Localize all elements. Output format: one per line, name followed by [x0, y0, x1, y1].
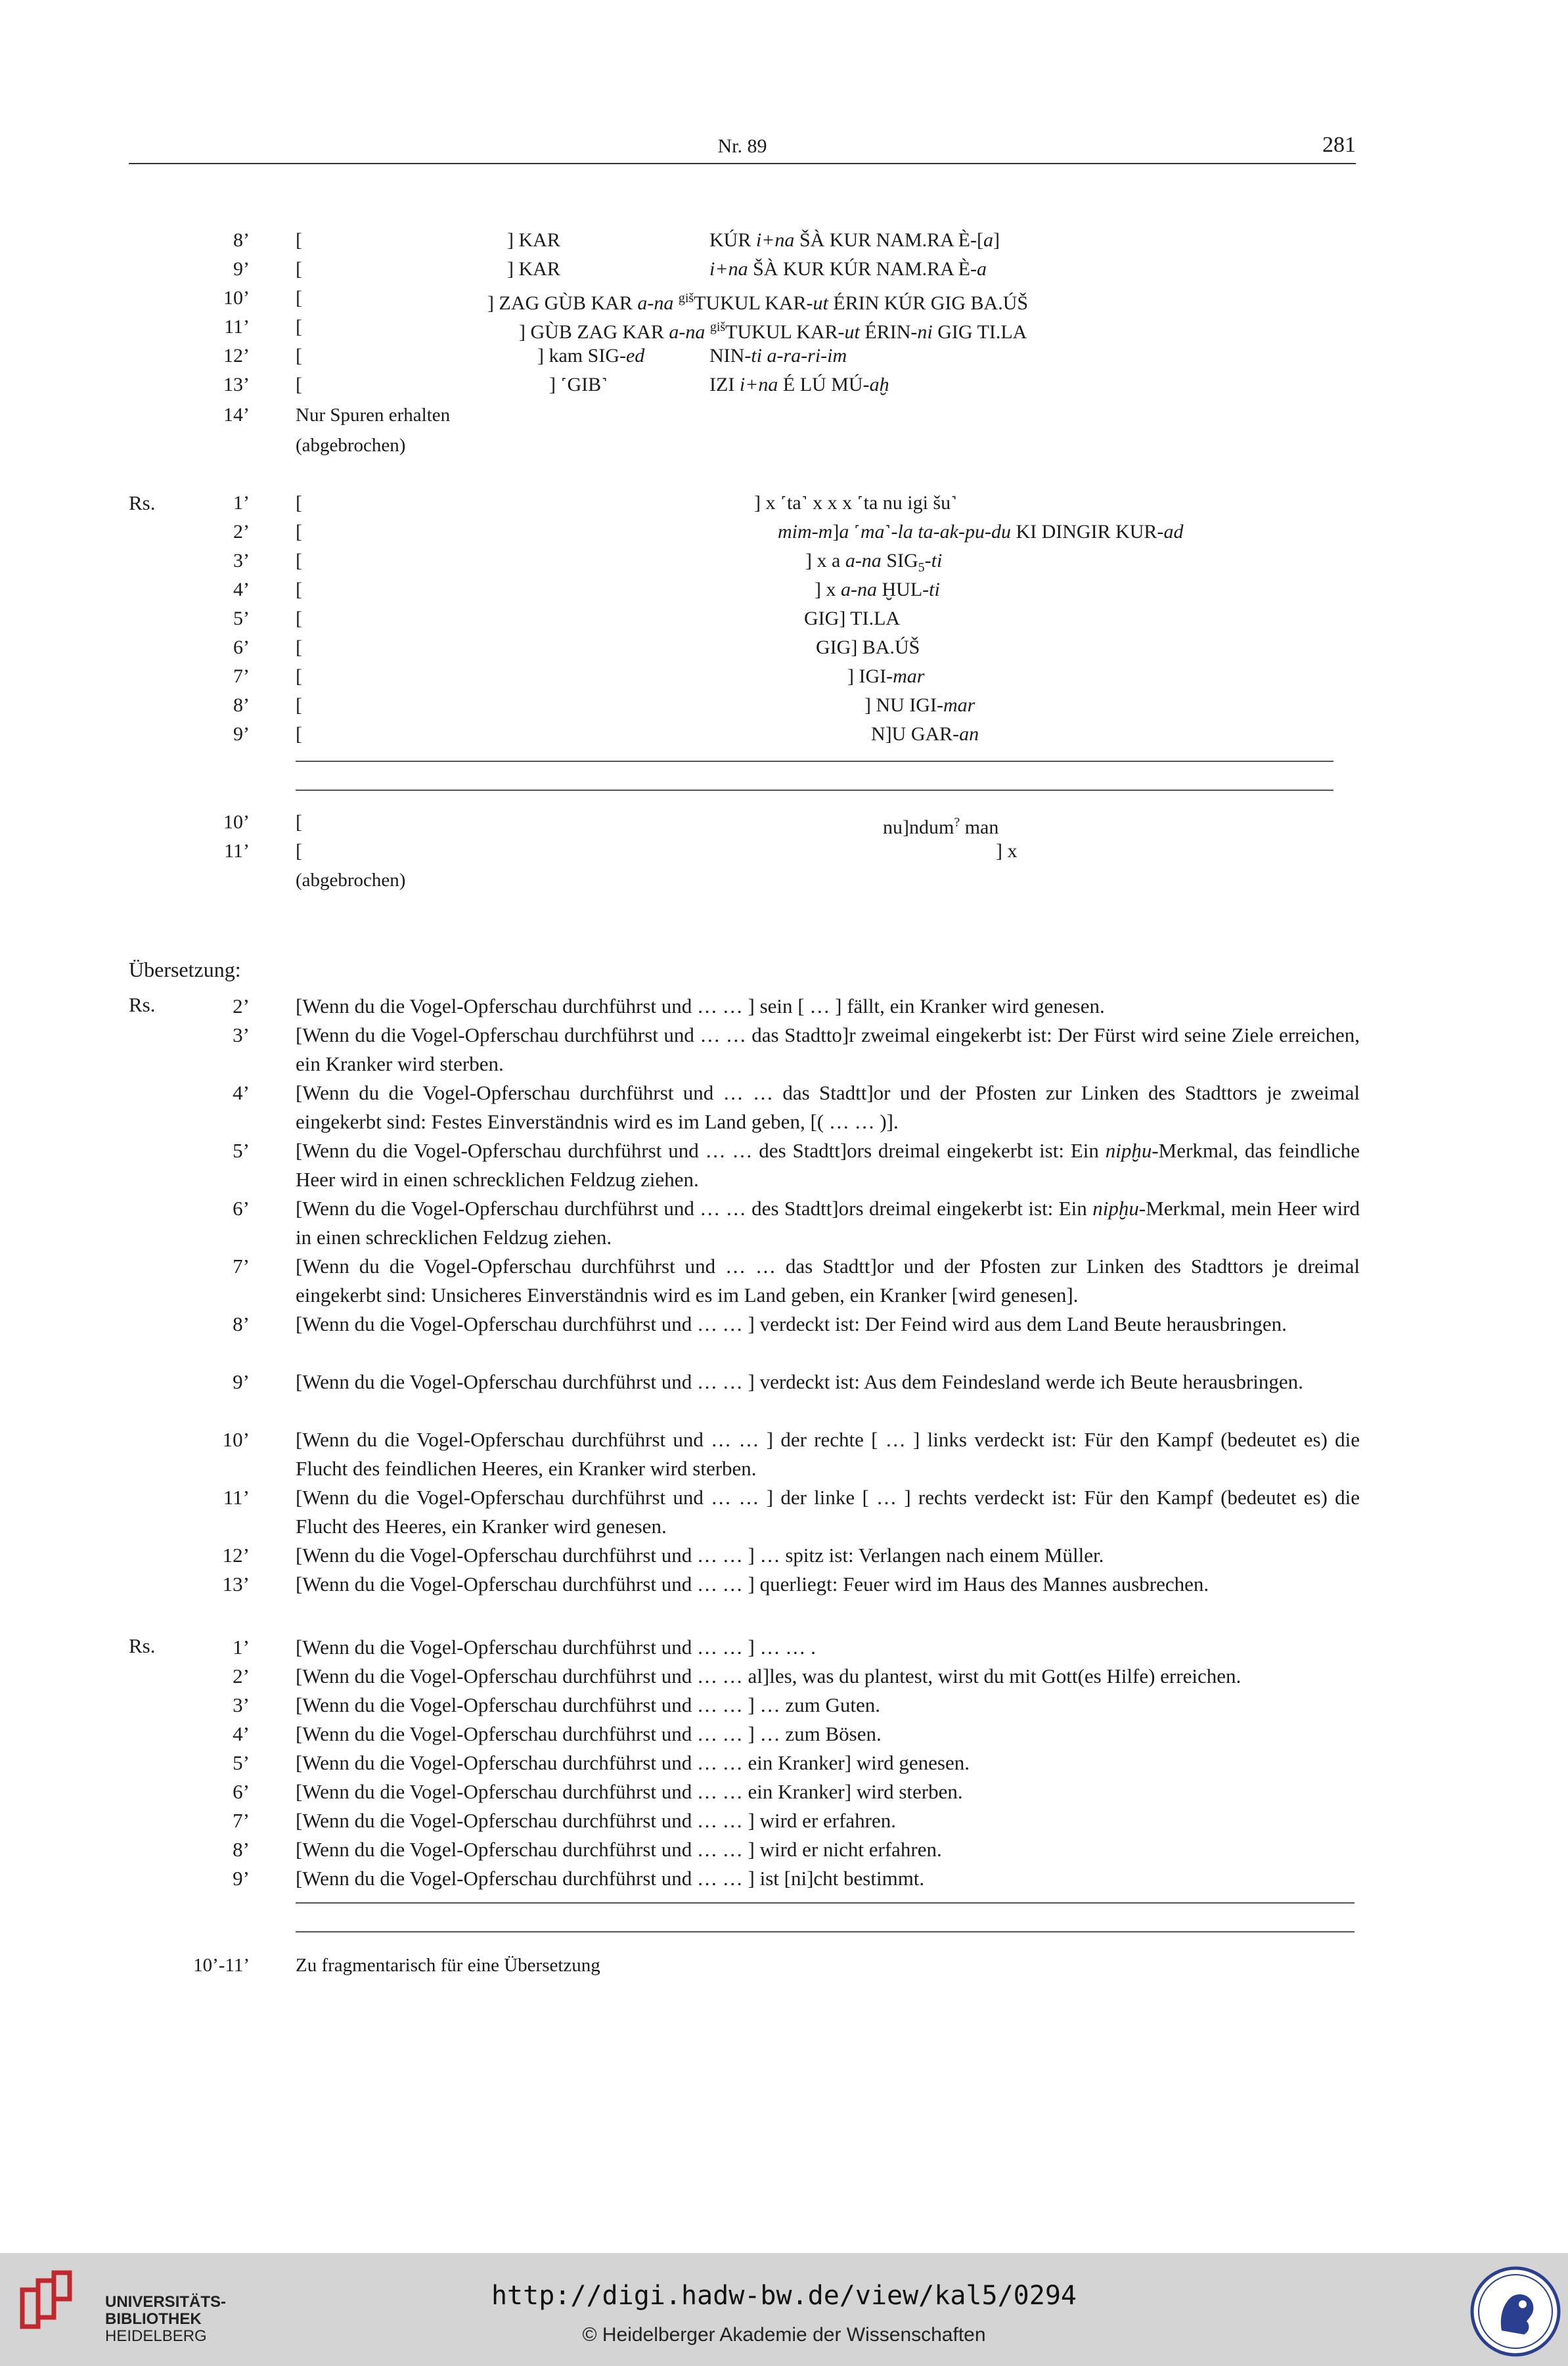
translation-text: [Wenn du die Vogel-Opferschau durchführst und … … ] der linke [ … ] rechts verdeckt ist: Für den Kampf (bedeutet es) die Flucht des Heeres, ein Kranker wird genesen.	[296, 1486, 1360, 1538]
spuren-note: Nur Spuren erhalten	[296, 405, 451, 426]
header-title: Nr. 89	[717, 135, 767, 157]
broken-note: (abgebrochen)	[296, 435, 406, 456]
bracket: [	[296, 316, 302, 338]
translit-col-b: ] ˹GIB˺	[549, 374, 608, 395]
line-number: 9’	[233, 258, 250, 280]
translation-line-number: 3’	[233, 1693, 250, 1716]
translit-col-b: ] KAR	[507, 258, 560, 280]
footer-bar	[0, 2253, 1568, 2366]
line-number: 2’	[233, 521, 250, 543]
bracket: [	[296, 723, 302, 745]
line-number: 8’	[233, 229, 250, 251]
translation-text: [Wenn du die Vogel-Opferschau durchführst und … … ] … … .	[296, 1636, 816, 1659]
bracket: [	[296, 579, 302, 600]
translation-heading: Übersetzung:	[129, 958, 241, 981]
translation-line-number: 8’	[233, 1838, 250, 1861]
translation-line-number: 4’	[233, 1722, 250, 1745]
document-url-link[interactable]: http://digi.hadw-bw.de/view/kal5/0294	[491, 2281, 1077, 2311]
translit-text: GIG] TI.LA	[804, 608, 901, 629]
line-number: 1’	[233, 492, 250, 514]
translit-col-c: i+na ŠÀ KUR KÚR NAM.RA È-a	[709, 258, 987, 280]
translation-line-number: 5’	[233, 1751, 250, 1774]
translit-text: ] x a a-na $SIG_5-ti$	[805, 550, 943, 575]
translation-text: [Wenn du die Vogel-Opferschau durchführst und … … des Stadtt]ors dreimal eingekerbt ist: Ein nipḫu-Merkmal, das feindliche Heer wird in einen schrecklichen Feldzug ziehen.	[296, 1139, 1360, 1191]
translation-text: [Wenn du die Vogel-Opferschau durchführst und … … ] verdeckt ist: Der Feind wird aus dem Land Beute herausbringen.	[296, 1312, 1287, 1335]
translation-text: [Wenn du die Vogel-Opferschau durchführst und … … ] wird er erfahren.	[296, 1809, 897, 1832]
translit-text: ] x	[996, 840, 1018, 862]
section-label: Rs.	[129, 1634, 156, 1657]
translit-text: ] x ˹ta˺ x x x ˹ta nu igi šu˺	[754, 492, 958, 514]
translation-line-number: 6’	[233, 1780, 250, 1803]
translation-line-number: 7’	[233, 1809, 250, 1832]
translation-line-number: 1’	[233, 1636, 250, 1659]
academy-seal-icon	[1469, 2265, 1562, 2358]
translit-col-c: IZI i+na É LÚ MÚ-aḫ	[709, 374, 889, 395]
bracket: [	[296, 258, 302, 280]
line-number: 8’	[233, 694, 250, 716]
line-number: 6’	[233, 636, 250, 658]
bracket: [	[296, 374, 302, 395]
page-number: 281	[1322, 133, 1356, 157]
translation-line-number: 4’	[233, 1081, 250, 1104]
translation-line-number: 2’	[233, 994, 250, 1017]
running-header	[129, 131, 1356, 164]
translation-line-number: 6’	[233, 1197, 250, 1220]
section-label: Rs.	[129, 993, 156, 1016]
line-number: 3’	[233, 550, 250, 571]
translit-text: ] IGI-mar	[847, 665, 925, 687]
bracket: [	[296, 550, 302, 571]
library-name-line: BIBLIOTHEK	[105, 2310, 202, 2328]
line-number: 13’	[223, 374, 250, 395]
translit-text: ] NU IGI-mar	[864, 694, 975, 716]
translation-text: [Wenn du die Vogel-Opferschau durchführst und … … das Stadtt]or und der Pfosten zur Linken des Stadttors je zweimal eingekerbt sind: Festes Einverständnis wird es im Land geben, [( … … )].	[296, 1081, 1360, 1133]
divider-line	[296, 1902, 1355, 1904]
reverse-label: Rs.	[129, 491, 156, 514]
divider-line	[296, 761, 1333, 762]
translation-text: [Wenn du die Vogel-Opferschau durchführst und … … ] sein [ … ] fällt, ein Kranker wird genesen.	[296, 994, 1105, 1017]
line-number: 10’	[223, 811, 250, 833]
translit-text: GIG] BA.ÚŠ	[816, 636, 920, 658]
translation-line-number: 3’	[233, 1023, 250, 1046]
library-name-line: HEIDELBERG	[105, 2327, 207, 2345]
bracket: [	[296, 840, 302, 862]
bracket: [	[296, 287, 302, 309]
translit-text: ] x a-na ḪUL-ti	[815, 579, 940, 600]
bracket: [	[296, 521, 302, 543]
bracket: [	[296, 811, 302, 833]
translation-text: [Wenn du die Vogel-Opferschau durchführst und … … ] ist [ni]cht bestimmt.	[296, 1867, 925, 1890]
translation-line-number: 11’	[223, 1486, 250, 1509]
translit-col-b: ] GÙB ZAG KAR a-na $^{giš}$TUKUL KAR-ut ÉRIN-ni GIG TI.LA	[519, 320, 1027, 343]
divider-line	[296, 790, 1333, 791]
translit-text: N]U GAR-an	[871, 723, 979, 745]
bracket: [	[296, 665, 302, 687]
divider-line	[296, 1931, 1355, 1932]
line-number: 9’	[233, 723, 250, 745]
translation-text: [Wenn du die Vogel-Opferschau durchführst und … … ] … zum Guten.	[296, 1693, 880, 1716]
translation-text: [Wenn du die Vogel-Opferschau durchführst und … … ] wird er nicht erfahren.	[296, 1838, 942, 1861]
line-number: 5’	[233, 608, 250, 629]
line-number: 10’	[223, 287, 250, 309]
translation-text: [Wenn du die Vogel-Opferschau durchführst und … … ] der rechte [ … ] links verdeckt ist: Für den Kampf (bedeutet es) die Flucht des feindlichen Heeres, ein Kranker wird sterben.	[296, 1428, 1360, 1480]
translation-line-number: 5’	[233, 1139, 250, 1162]
translation-text: [Wenn du die Vogel-Opferschau durchführst und … … des Stadtt]ors dreimal eingekerbt ist: Ein nipḫu-Merkmal, mein Heer wird in einen schrecklichen Feldzug ziehen.	[296, 1197, 1360, 1249]
translation-line-number: 2’	[233, 1664, 250, 1687]
translation-text: [Wenn du die Vogel-Opferschau durchführst und … … ] … zum Bösen.	[296, 1722, 882, 1745]
line-number: 4’	[233, 579, 250, 600]
translit-col-c: KÚR i+na ŠÀ KUR NAM.RA È-[a]	[709, 229, 1000, 251]
translation-line-number: 8’	[233, 1312, 250, 1335]
bracket: [	[296, 345, 302, 367]
bracket: [	[296, 694, 302, 716]
translation-text: [Wenn du die Vogel-Opferschau durchführst und … … das Stadtto]r zweimal eingekerbt ist: Der Fürst wird seine Ziele erreichen, ein Kranker wird sterben.	[296, 1023, 1360, 1075]
translation-text: [Wenn du die Vogel-Opferschau durchführst und … … das Stadtt]or und der Pfosten zur Linken des Stadttors je dreimal eingekerbt sind: Unsicheres Einverständnis wird es im Land geben, ein Kranker [wird genesen].	[296, 1255, 1360, 1306]
line-number: 7’	[233, 665, 250, 687]
line-number: 11’	[224, 840, 250, 862]
translation-line-number: 13’	[222, 1573, 250, 1596]
translation-line-number: 10’	[222, 1428, 250, 1451]
line-number: 14’	[223, 404, 250, 426]
translation-text: [Wenn du die Vogel-Opferschau durchführst und … … al]les, was du plantest, wirst du mit Gott(es Hilfe) erreichen.	[296, 1664, 1242, 1687]
broken-note: (abgebrochen)	[296, 870, 406, 891]
translation-line-number: 7’	[233, 1255, 250, 1278]
translation-text: [Wenn du die Vogel-Opferschau durchführst und … … ] verdeckt ist: Aus dem Feindesland werde ich Beute herausbringen.	[296, 1370, 1303, 1393]
translation-text: [Wenn du die Vogel-Opferschau durchführst und … … ein Kranker] wird sterben.	[296, 1780, 963, 1803]
bracket: [	[296, 492, 302, 514]
translation-line-number: 9’	[233, 1370, 250, 1393]
bracket: [	[296, 636, 302, 658]
translit-text: mim-m]a ˹ma˺-la ta-ak-pu-du KI DINGIR KUR-ad	[778, 521, 1184, 543]
translit-col-c: NIN-ti a-ra-ri-im	[709, 345, 847, 367]
translation-line-number: 12’	[222, 1544, 250, 1567]
library-name-line: UNIVERSITÄTS-	[105, 2293, 227, 2311]
line-number: 10’-11’	[193, 1955, 250, 1976]
bracket: [	[296, 608, 302, 629]
translit-col-b: ] ZAG GÙB KAR a-na $^{giš}$TUKUL KAR-ut ÉRIN KÚR GIG BA.ÚŠ	[487, 291, 1029, 314]
translit-col-b: ] kam SIG-ed	[537, 345, 645, 367]
bracket: [	[296, 229, 302, 251]
translation-text: [Wenn du die Vogel-Opferschau durchführst und … … ein Kranker] wird genesen.	[296, 1751, 970, 1774]
line-number: 12’	[223, 345, 250, 367]
translation-text: [Wenn du die Vogel-Opferschau durchführst und … … ] querliegt: Feuer wird im Haus des Mannes ausbrechen.	[296, 1573, 1209, 1596]
copyright-text: © Heidelberger Akademie der Wissenschaften	[582, 2324, 986, 2346]
fragment-note: Zu fragmentarisch für eine Übersetzung	[296, 1955, 600, 1976]
translit-col-b: ] KAR	[507, 229, 560, 251]
translit-text: nu]ndum? man	[883, 815, 999, 838]
translation-text: [Wenn du die Vogel-Opferschau durchführst und … … ] … spitz ist: Verlangen nach einem Müller.	[296, 1544, 1104, 1567]
translation-line-number: 9’	[233, 1867, 250, 1890]
line-number: 11’	[224, 316, 250, 338]
